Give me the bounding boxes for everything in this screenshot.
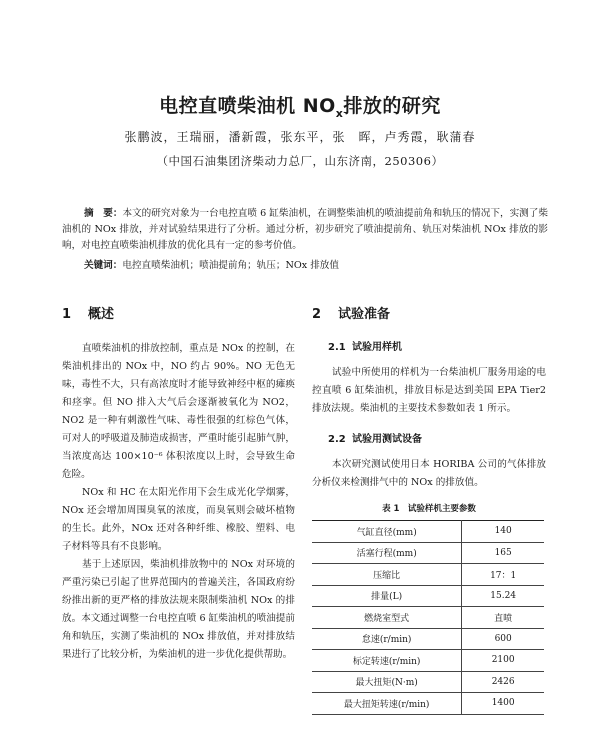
table-cell-param: 压缩比 <box>312 564 462 586</box>
table-row <box>312 521 544 543</box>
section-1-number: 1 <box>62 307 72 322</box>
table-row <box>312 650 544 672</box>
abstract <box>62 206 548 254</box>
right-column <box>312 304 546 715</box>
subsection-2-1-number: 2.1 <box>328 342 346 353</box>
section-1-paragraph: 基于上述原因，柴油机排放物中的 NOx 对环境的严重污染已引起了世界范围内的普遍关注，各国政府纷纷推出新的更严格的排放法规来限制柴油机 NOx 的排放。本文通过调整一台电控直喷 6 缸柴油机的喷油提前角和轨压，实测了柴油机的 NOx 排放值，并对排放结果进行了比较分析，为柴油机的进一步优化提供帮助。 <box>62 559 295 660</box>
subsection-2-2-number: 2.2 <box>328 434 346 445</box>
title-subscript: x <box>335 106 344 120</box>
table-cell-param: 最大扭矩(N·m) <box>312 671 462 693</box>
subsection-2-1-text: 试验中所使用的样机为一台柴油机厂服务用途的电控直喷 6 缸柴油机，排放目标是达到美国 EPA Tier2 排放法规。柴油机的主要技术参数如表 1 所示。 <box>312 367 546 414</box>
table-row <box>312 693 544 715</box>
table-cell-param: 燃烧室型式 <box>312 607 462 629</box>
table-cell-value: 165 <box>462 542 544 564</box>
subsection-2-2-text: 本次研究测试使用日本 HORIBA 公司的气体排放分析仪来检测排气中的 NOx 的排放值。 <box>312 459 546 488</box>
table-cell-param: 标定转速(r/min) <box>312 650 462 672</box>
author-list: 张鹏波，王瑞丽，潘新霞，张东平，张 晖，卢秀霞，耿蒲春 <box>124 130 476 144</box>
table-cell-param: 最大扭矩转速(r/min) <box>312 693 462 715</box>
table-cell-value: 15.24 <box>462 585 544 607</box>
table-cell-param: 怠速(r/min) <box>312 628 462 650</box>
section-1-title: 概述 <box>88 307 115 322</box>
section-2-heading <box>312 304 546 326</box>
table-row <box>312 607 544 629</box>
table-1-caption: 表 1 试验样机主要参数 <box>382 504 476 514</box>
affiliation: （中国石油集团济柴动力总厂，山东济南，250306） <box>156 154 444 168</box>
table-cell-param: 气缸直径(mm) <box>312 521 462 543</box>
table-1 <box>312 520 544 715</box>
table-cell-param: 活塞行程(mm) <box>312 542 462 564</box>
table-cell-value: 17：1 <box>462 564 544 586</box>
table-cell-value: 1400 <box>462 693 544 715</box>
table-cell-value: 2426 <box>462 671 544 693</box>
table-row <box>312 564 544 586</box>
abstract-label: 摘 要： <box>84 208 123 219</box>
table-cell-param: 排量(L) <box>312 585 462 607</box>
title-tail: 排放的研究 <box>343 95 441 117</box>
table-cell-value: 140 <box>462 521 544 543</box>
abstract-text: 本文的研究对象为一台电控直喷 6 缸柴油机，在调整柴油机的喷油提前角和轨压的情况下，实测了柴油机的 NOx 排放，并对试验结果进行了分析。通过分析，初步研究了喷油提前角、轨压对柴油机 NOx 排放的影响，对电控直喷柴油机排放的优化具有一定的参考价值。 <box>62 208 549 251</box>
title-main: 电控直喷柴油机 NO <box>159 95 336 117</box>
section-1-heading <box>62 304 295 326</box>
section-1-paragraph: 直喷柴油机的排放控制，重点是 NOx 的控制，在柴油机排出的 NOx 中，NO 约占 90%。NO 无色无味，毒性不大，只有高浓度时才能导致神经中枢的瘫痪和痉挛。但 NO 排入大气后会逐渐被氧化为 NO2，NO2 是一种有刺激性气味、毒性很强的红棕色气体，可对人的呼吸道及肺造成损害，严重时能引起肺气肿，当浓度高达 100×10⁻⁶ 体积浓度以上时，会导致生命危险。 <box>62 343 295 480</box>
left-column <box>62 304 295 664</box>
paper-title <box>0 91 600 120</box>
table-row <box>312 585 544 607</box>
table-cell-value: 2100 <box>462 650 544 672</box>
subsection-2-2-title: 试验用测试设备 <box>352 434 422 445</box>
section-2-number: 2 <box>312 307 322 322</box>
keywords-label: 关键词： <box>84 260 123 271</box>
table-row <box>312 628 544 650</box>
section-2-title: 试验准备 <box>338 307 391 322</box>
subsection-2-1-title: 试验用样机 <box>352 342 402 353</box>
keywords <box>84 258 544 274</box>
table-row <box>312 671 544 693</box>
section-1-paragraph: NOx 和 HC 在太阳光作用下会生成光化学烟雾，NOx 还会增加周围臭氧的浓度，而臭氧则会破坏植物的生长。此外，NOx 还对各种纤维、橡胶、塑料、电子材料等具有不良影响。 <box>62 487 295 552</box>
table-cell-value: 600 <box>462 628 544 650</box>
keywords-text: 电控直喷柴油机；喷油提前角；轨压；NOx 排放值 <box>122 260 339 271</box>
table-cell-value: 直喷 <box>462 607 544 629</box>
subsection-2-1-heading <box>328 340 546 356</box>
table-row <box>312 542 544 564</box>
subsection-2-2-heading <box>328 432 546 448</box>
